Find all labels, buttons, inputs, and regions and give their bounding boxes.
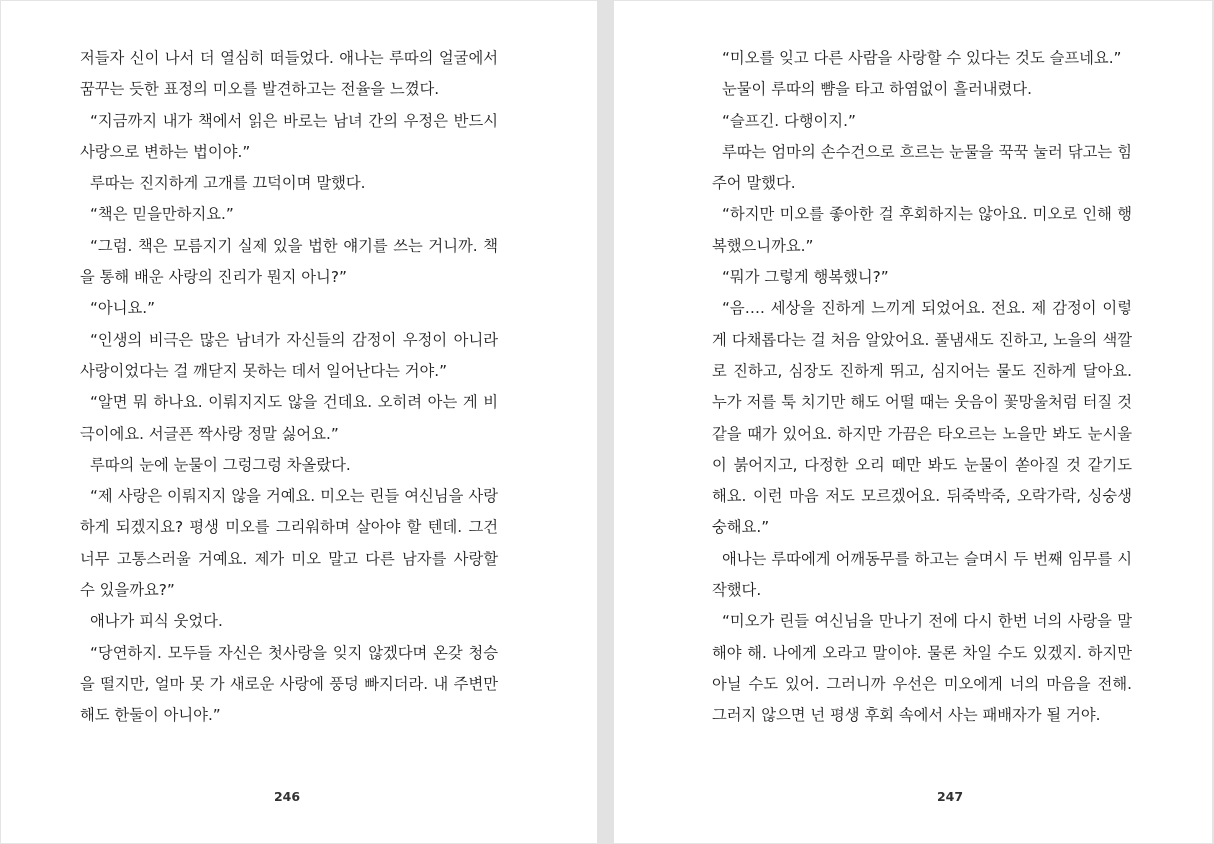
paragraph: 루따의 눈에 눈물이 그렁그렁 차올랐다. (90, 455, 351, 474)
left-page[interactable] (1, 1, 597, 843)
right-page-text (712, 43, 1132, 732)
paragraph: “뭐가 그렇게 행복했니?” (722, 268, 889, 287)
paragraph: 눈물이 루따의 뺨을 타고 하염없이 흘러내렸다. (722, 80, 1032, 99)
paragraph: “미오가 린들 여신님을 만나기 전에 다시 한번 너의 사랑을 말해야 해. 나에게 오라고 말이야. 물론 차일 수도 있겠지. 하지만 아닐 수도 있어. 그러니까 우선은 미오에게 너의 마음을 전해. 그러지 않으면 넌 평생 후회 속에서 사는 패배자가 될 거야. (712, 612, 1132, 725)
paragraph: “음…. 세상을 진하게 느끼게 되었어요. 전요. 제 감정이 이렇게 다채롭다는 걸 처음 알았어요. 풀냄새도 진하고, 노을의 색깔로 진하고, 심장도 진하게 뛰고, 심지어는 물도 진하게 달아요. 누가 저를 툭 치기만 해도 어떨 때는 웃음이 꽃망울처럼 터질 것 같을 때가 있어요. 하지만 가끔은 타오르는 노을만 봐도 눈시울이 붉어지고, 다정한 오리 떼만 봐도 눈물이 쏟아질 것 같기도 해요. 이런 마음 저도 모르겠어요. 뒤죽박죽, 오락가락, 싱숭생숭해요.” (712, 299, 1132, 537)
right-page[interactable] (614, 1, 1212, 843)
paragraph: “책은 믿을만하지요.” (90, 205, 234, 224)
paragraph: “슬프긴. 다행이지.” (722, 111, 856, 130)
page-number-left: 246 (273, 789, 301, 804)
paragraph: “지금까지 내가 책에서 읽은 바로는 남녀 간의 우정은 반드시 사랑으로 변하는 법이야.” (80, 111, 498, 161)
paragraph: 루따는 진지하게 고개를 끄덕이며 말했다. (90, 174, 366, 193)
paragraph: “미오를 잊고 다른 사람을 사랑할 수 있다는 것도 슬프네요.” (722, 49, 1122, 67)
paragraph: “알면 뭐 하나요. 이뤄지지도 않을 건데요. 오히려 아는 게 비극이에요. 서글픈 짝사랑 정말 싫어요.” (80, 393, 498, 443)
paragraph: 저들자 신이 나서 더 열심히 떠들었다. 애나는 루따의 얼굴에서 꿈꾸는 듯한 표정의 미오를 발견하고는 전율을 느꼈다. (80, 49, 498, 99)
paragraph: “당연하지. 모두들 자신은 첫사랑을 잊지 않겠다며 온갖 청승을 떨지만, 얼마 못 가 새로운 사랑에 풍덩 빠지더라. 내 주변만 해도 한둘이 아니야.” (80, 643, 498, 725)
page-number-right: 247 (936, 789, 964, 804)
paragraph: “제 사랑은 이뤄지지 않을 거예요. 미오는 린들 여신님을 사랑하게 되겠지요? 평생 미오를 그리워하며 살아야 할 텐데. 그건 너무 고통스러울 거예요. 제가 미오 말고 다른 남자를 사랑할 수 있을까요?” (80, 487, 498, 600)
paragraph: “그럼. 책은 모름지기 실제 있을 법한 얘기를 쓰는 거니까. 책을 통해 배운 사랑의 진리가 뭔지 아니?” (80, 236, 498, 287)
paragraph: 애나가 피식 웃었다. (90, 612, 223, 631)
paragraph: “하지만 미오를 좋아한 걸 후회하지는 않아요. 미오로 인해 행복했으니까요.” (712, 205, 1132, 255)
left-page-text (80, 43, 498, 732)
page-gutter (597, 0, 614, 844)
paragraph: 루따는 엄마의 손수건으로 흐르는 눈물을 꾹꾹 눌러 닦고는 힘주어 말했다. (712, 142, 1132, 193)
paragraph: 애나는 루따에게 어깨동무를 하고는 슬며시 두 번째 임무를 시작했다. (712, 549, 1132, 600)
paragraph: “인생의 비극은 많은 남녀가 자신들의 감정이 우정이 아니라 사랑이었다는 걸 깨닫지 못하는 데서 일어난다는 거야.” (80, 330, 498, 380)
paragraph: “아니요.” (90, 299, 156, 318)
